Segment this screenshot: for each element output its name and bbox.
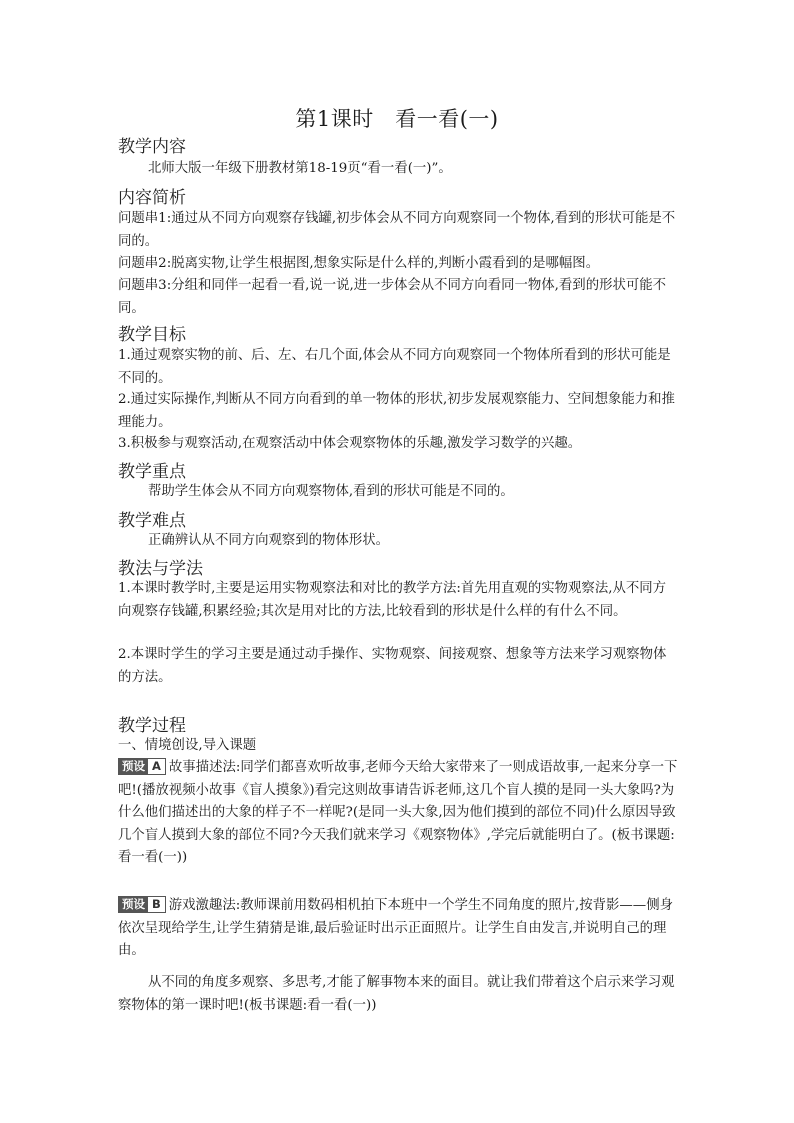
method-1: 1.本课时教学时,主要是运用实物观察法和对比的教学方法:首先用直观的实物观察法,从不同方向观察存钱罐,积累经验;其次是用对比的方法,比较看到的形状是什么样的有什么不同。 <box>118 581 667 619</box>
closing-paragraph: 从不同的角度多观察、多思考,才能了解事物本来的面目。就让我们带着这个启示来学习观察物体的第一课时吧!(板书课题:看一看(一)) <box>118 975 675 1013</box>
heading-teaching-content: 教学内容 <box>118 137 186 157</box>
preset-letter: A <box>148 759 165 774</box>
heading-key-points: 教学重点 <box>118 462 186 482</box>
key-points-text: 帮助学生体会从不同方向观察物体,看到的形状可能是不同的。 <box>148 484 514 499</box>
heading-content-analysis: 内容简析 <box>118 188 186 208</box>
preset-word: 预设 <box>119 759 148 774</box>
goal-2: 2.通过实际操作,判断从不同方向看到的单一物体的形状,初步发展观察能力、空间想象能力和推理能力。 <box>118 392 675 430</box>
method-2: 2.本课时学生的学习主要是通过动手操作、实物观察、间接观察、想象等方法来学习观察物体的方法。 <box>118 647 667 685</box>
analysis-question-3: 问题串3:分组和同伴一起看一看,说一说,进一步体会从不同方向看同一物体,看到的形状可能不同。 <box>118 278 667 316</box>
process-subheading-1: 一、情境创设,导入课题 <box>118 738 257 753</box>
goal-1: 1.通过观察实物的前、后、左、右几个面,体会从不同方向观察同一个物体所看到的形状可能是不同的。 <box>118 348 671 386</box>
analysis-question-2: 问题串2:脱离实物,让学生根据图,想象实际是什么样的,判断小霞看到的是哪幅图。 <box>118 256 600 271</box>
preset-b-paragraph <box>118 895 678 963</box>
preset-letter: B <box>148 897 165 912</box>
heading-methods: 教法与学法 <box>118 559 203 579</box>
analysis-question-1: 问题串1:通过从不同方向观察存钱罐,初步体会从不同方向观察同一个物体,看到的形状可能是不同的。 <box>118 211 676 249</box>
lesson-title: 第1课时 看一看(一) <box>295 107 499 131</box>
teaching-content-text: 北师大版一年级下册教材第18-19页“看一看(一)”。 <box>148 161 452 176</box>
preset-word: 预设 <box>119 897 148 912</box>
heading-difficult-points: 教学难点 <box>118 511 186 531</box>
preset-a-badge <box>118 758 166 775</box>
heading-teaching-goals: 教学目标 <box>118 325 186 345</box>
preset-b-badge <box>118 896 166 913</box>
goal-3: 3.积极参与观察活动,在观察活动中体会观察物体的乐趣,激发学习数学的兴趣。 <box>118 436 582 451</box>
heading-teaching-process: 教学过程 <box>118 716 186 736</box>
difficult-points-text: 正确辨认从不同方向观察到的物体形状。 <box>148 533 390 548</box>
preset-a-text: 故事描述法:同学们都喜欢听故事,老师今天给大家带来了一则成语故事,一起来分享一下吧!(播放视频小故事《盲人摸象》)看完这则故事请告诉老师,这几个盲人摸的是同一头大象吗?为什么他们描述出的大象的样子不一样呢?(是同一头大象,因为他们摸到的部位不同)什么原因导致几个盲人摸到大象的部位不同?今天我们就来学习《观察物体》,学完后就能明白了。(板书课题:看一看(一)) <box>118 760 678 865</box>
preset-a-paragraph <box>118 757 678 870</box>
preset-b-text: 游戏激趣法:教师课前用数码相机拍下本班中一个学生不同角度的照片,按背影——侧身依次呈现给学生,让学生猜猜是谁,最后验证时出示正面照片。让学生自由发言,并说明自己的理由。 <box>118 898 673 958</box>
